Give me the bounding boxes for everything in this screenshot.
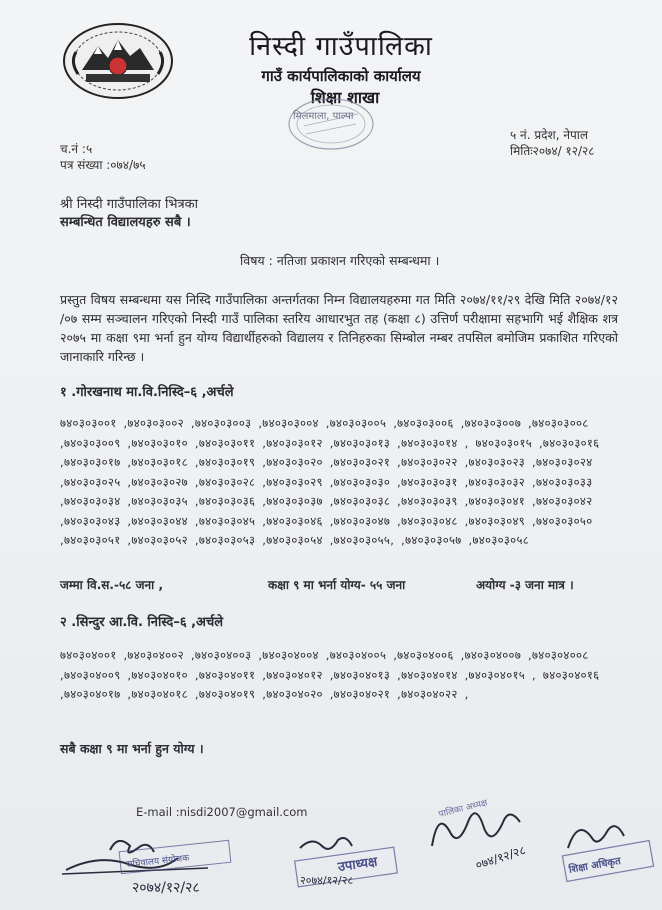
addressee-line-1: श्री निस्दी गाउँपालिका भित्रका xyxy=(60,197,199,212)
office-stamp-icon xyxy=(286,96,376,152)
school-2-closing: सबै कक्षा ९ मा भर्ना हुन योग्य । xyxy=(60,741,204,756)
letter-date: मितिः२०७४/ १२/२८ xyxy=(510,144,595,158)
signature-1-date: २०७४/१२/२८ xyxy=(132,880,200,896)
school-1-heading: १ .गोरखनाथ मा.वि.निस्दि–६ ,अर्चले xyxy=(60,385,234,400)
school-2-heading: २ .सिन्दुर आ.वि. निस्दि–६ ,अर्चले xyxy=(60,615,224,630)
signature-3-date: ०७४/१२/२८ xyxy=(473,842,528,873)
patra-sankhya: पत्र संख्या :०७४/७५ xyxy=(60,158,146,172)
subject-line: विषय : नतिजा प्रकाशन गरिएको सम्बन्धमा । xyxy=(240,253,440,268)
signature-4-stamp: शिक्षा अधिकृत xyxy=(568,855,622,876)
summary-eligible: कक्षा ९ मा भर्ना योग्य- ५५ जना xyxy=(268,578,406,592)
signature-2-date: २०७४/१२/२८ xyxy=(300,874,354,887)
summary-ineligible: अयोग्य -३ जना मात्र । xyxy=(476,578,574,592)
stamp-text: मिलमाला, पाल्पा xyxy=(293,111,354,122)
office-title: गाउँ कार्यपालिकाको कार्यालय xyxy=(261,67,421,85)
signature-1-stamp: सचिवालय संयोजक xyxy=(126,853,190,871)
chalani-number: च.नं :५ xyxy=(60,142,93,156)
school-2-roll-numbers: ७४०३०४००१ ,७४०३०४००२ ,७४०३०४००३ ,७४०३०४००४ ,७४०३०४००५ ,७४०३०४००६ ,७४०३०४००७ ,७४०३०४००८ ,७४०३०४००९ ,७४०३०४०१० ,७४०३०४०११ ,७४०३०४०१२ ,७४०३०४०१३ ,७४०३०४०१४ ,७४०३०४०१५ , ७४०३०४०१६ ,७४०३०४०१७ ,७४०३०४०१८ ,७४०३०४०१९ ,७४०३०४०२० ,७४०३०४०२१ ,७४०३०४०२२ , xyxy=(60,648,600,701)
body-paragraph: प्रस्तुत विषय सम्बन्धमा यस निस्दि गाउँपालिका अन्तर्गतका निम्न विद्यालयहरुमा गत मिति २०७४/११/२९ देखि मिति २०७४/१२ /०७ सम्म सञ्चालन गरिएको निस्दी गाउँ पालिका स्तरिय आधारभुत तह (कक्षा ८) उत्तिर्ण परीक्षामा सहभागि भई शैक्षिक शत्र २०७५ मा कक्षा ९मा भर्ना हुन योग्य विद्यार्थीहरुको विद्यालय र तिनिहरुका सिम्बोल नम्बर तपसिल बमोजिम प्रकाशित गरिएको जानाकारि गरिन्छ । xyxy=(60,292,618,364)
signature-4-icon xyxy=(558,812,658,892)
signature-2-stamp: उपाध्यक्ष xyxy=(336,854,379,876)
signature-3-stamp: पालिका अध्यक्ष xyxy=(437,798,489,821)
school-1-roll-numbers: ७४०३०३००१ ,७४०३०३००२ ,७४०३०३००३ ,७४०३०३००४ ,७४०३०३००५ ,७४०३०३००६ ,७४०३०३००७ ,७४०३०३००८ ,७४०३०३००९ ,७४०३०३०१० ,७४०३०३०११ ,७४०३०३०१२ ,७४०३०३०१३ ,७४०३०३०१४ , ७४०३०३०१५ ,७४०३०३०१६ ,७४०३०३०१७ ,७४०३०३०१८ ,७४०३०३०१९ ,७४०३०३०२० ,७४०३०३०२१ ,७४०३०३०२२ ,७४०३०३०२३ ,७४०३०३०२४ ,७४०३०३०२५ ,७४०३०३०२७ ,७४०३०३०२८ ,७४०३०३०२९ ,७४०३०३०३० ,७४०३०३०३१ ,७४०३०३०३२ ,७४०३०३०३३ ,७४०३०३०३४ ,७४०३०३०३५ ,७४०३०३०३६ ,७४०३०३०३७ ,७४०३०३०३८ ,७४०३०३०३९ ,७४०३०३०४१ ,७४०३०३०४२ ,७४०३०३०४३ ,७४०३०३०४४ ,७४०३०३०४५ ,७४०३०३०४६ ,७४०३०३०४७ ,७४०३०३०४८ ,७४०३०३०४९ ,७४०३०३०५० ,७४०३०३०५१ ,७४०३०३०५२ ,७४०३०३०५३ ,७४०३०३०५४ ,७४०३०३०५५, ,७४०३०३०५७ ,७४०३०३०५८ xyxy=(60,416,600,547)
signature-1-icon xyxy=(58,828,238,902)
contact-email: E-mail :nisdi2007@gmail.com xyxy=(136,805,308,819)
office-address: ५ नं. प्रदेश, नेपाल xyxy=(510,128,589,142)
summary-total: जम्मा वि.स.-५८ जना , xyxy=(60,578,164,592)
signature-2-icon xyxy=(286,826,406,900)
section-title: शिक्षा शाखा xyxy=(310,88,380,107)
signature-3-icon xyxy=(424,792,544,876)
addressee-line-2: सम्बन्धित विद्यालयहरु सबै । xyxy=(60,215,191,230)
municipality-title: निस्दी गाउँपालिका xyxy=(249,31,433,62)
